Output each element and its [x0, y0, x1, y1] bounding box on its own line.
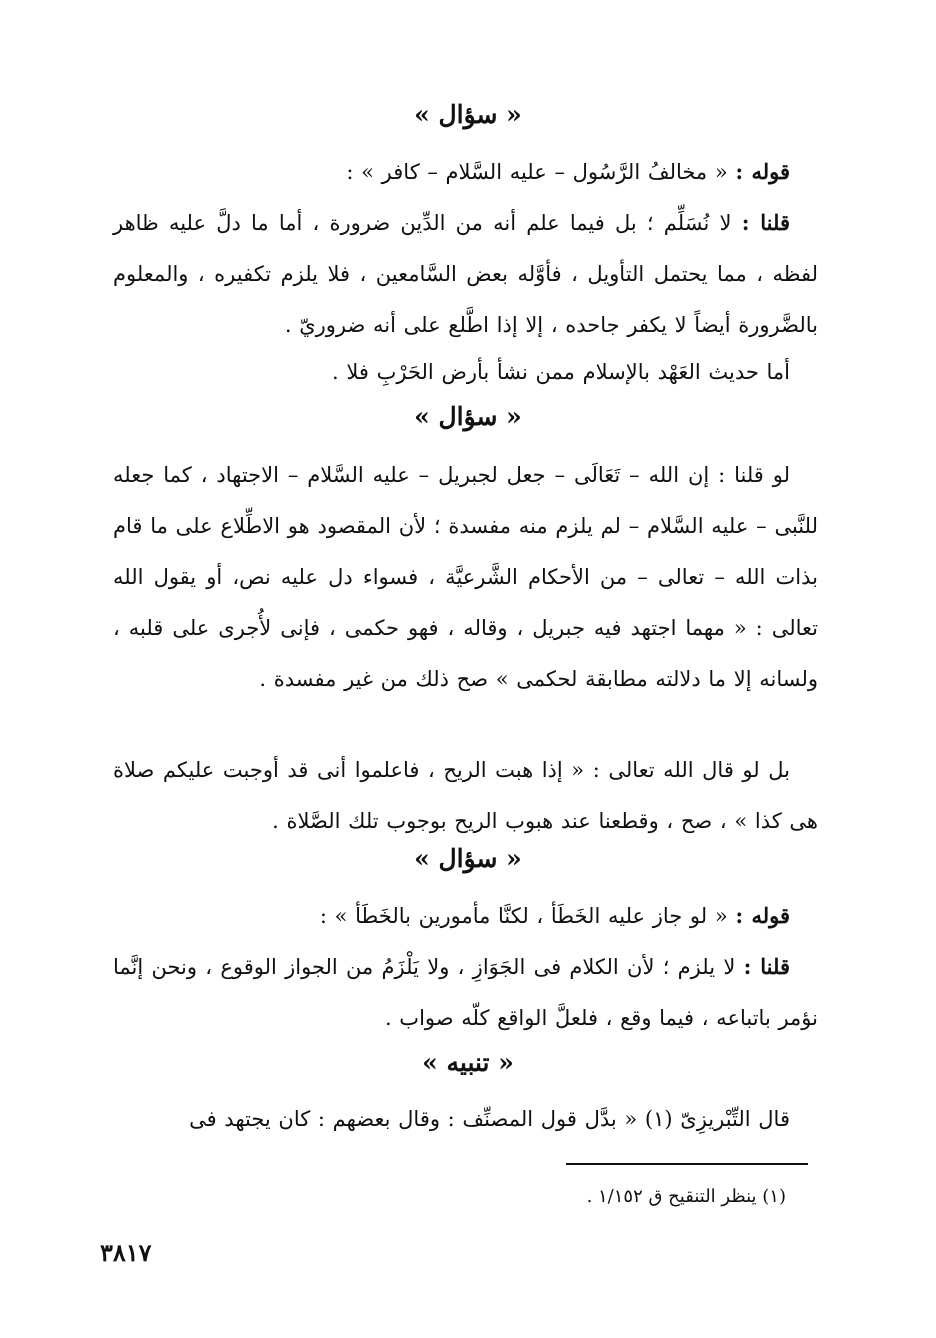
- paragraph-note: [113, 1094, 818, 1145]
- paragraph-lead-label: قوله :: [735, 903, 790, 928]
- paragraph-reply-3: [113, 941, 818, 1044]
- paragraph-reply-1: [113, 197, 818, 351]
- footnote-divider: [566, 1163, 808, 1165]
- footnote: (١) ينظر التنقيح ق ١/١٥٢ .: [586, 1186, 786, 1207]
- paragraph-lead-label: قلنا :: [741, 210, 790, 235]
- paragraph-text: لو قلنا : إن الله – تَعَالَى – جعل لجبريل – عليه السَّلام – الاجتهاد ، كما جعله للنَّبى – عليه السَّلام – لم يلزم منه مفسدة ؛ لأن المقصود هو الاطِّلاع على ما قام بذات الله – تعالى – من الأحكام الشَّرعيَّة ، فسواء دل عليه نص، أو يقول الله تعالى : « مهما اجتهد فيه جبريل ، وقاله ، فهو حكمى ، فإنى لأُجرى على قلبه ، ولسانه إلا ما دلالته مطابقة لحكمى » صح ذلك من غير مفسدة .: [113, 463, 818, 691]
- paragraph-objection-3: [113, 890, 818, 942]
- page-number: ٣٨١٧: [100, 1238, 152, 1267]
- paragraph-text: قال التِّبْريزِىّ (١) « بدَّل قول المصنِّف : وقال بعضهم : كان يجتهد فى: [189, 1107, 790, 1131]
- paragraph-text: بل لو قال الله تعالى : « إذا هبت الريح ، فاعلموا أنى قد أوجبت عليكم صلاة هى كذا » ، صح ، وقطعنا عند هبوب الريح بوجوب تلك الصَّلاة .: [113, 758, 818, 833]
- paragraph-text: « مخالفُ الرَّسُول – عليه السَّلام – كافر » :: [346, 160, 728, 184]
- paragraph-argument-2-continued: [113, 745, 818, 847]
- paragraph-objection-1: [113, 146, 818, 198]
- section-heading-question-1: « سؤال »: [414, 100, 522, 129]
- section-heading-question-2: « سؤال »: [414, 402, 522, 431]
- paragraph-text: « لو جاز عليه الخَطَأ ، لكنَّا مأمورين بالخَطَأ » :: [319, 904, 728, 928]
- paragraph-lead-label: قوله :: [735, 159, 790, 184]
- paragraph-text: لا نُسَلِّم ؛ بل فيما علم أنه من الدِّين ضرورة ، أما ما دلَّ عليه ظاهر لفظه ، مما يحتمل التأويل ، فأوَّله بعض السَّامعين ، فلا يلزم تكفيره ، والمعلوم بالضَّرورة أيضاً لا يكفر جاحده ، إلا إذا اطَّلع على أنه ضروريّ .: [113, 211, 818, 337]
- paragraph-text: أما حديث العَهْد بالإسلام ممن نشأ بأرض الحَرْبِ فلا .: [332, 360, 790, 384]
- paragraph-argument-2: [113, 450, 818, 705]
- paragraph-reply-1-continued: [113, 347, 818, 398]
- section-heading-question-3: « سؤال »: [414, 844, 522, 873]
- section-heading-note: « تنبيه »: [422, 1048, 514, 1077]
- paragraph-text: لا يلزم ؛ لأن الكلام فى الجَوَازِ ، ولا يَلْزَمُ من الجواز الوقوع ، ونحن إنَّما نؤمر باتباعه ، فيما وقع ، فلعلَّ الواقع كلّه صواب .: [113, 955, 818, 1030]
- paragraph-lead-label: قلنا :: [743, 954, 790, 979]
